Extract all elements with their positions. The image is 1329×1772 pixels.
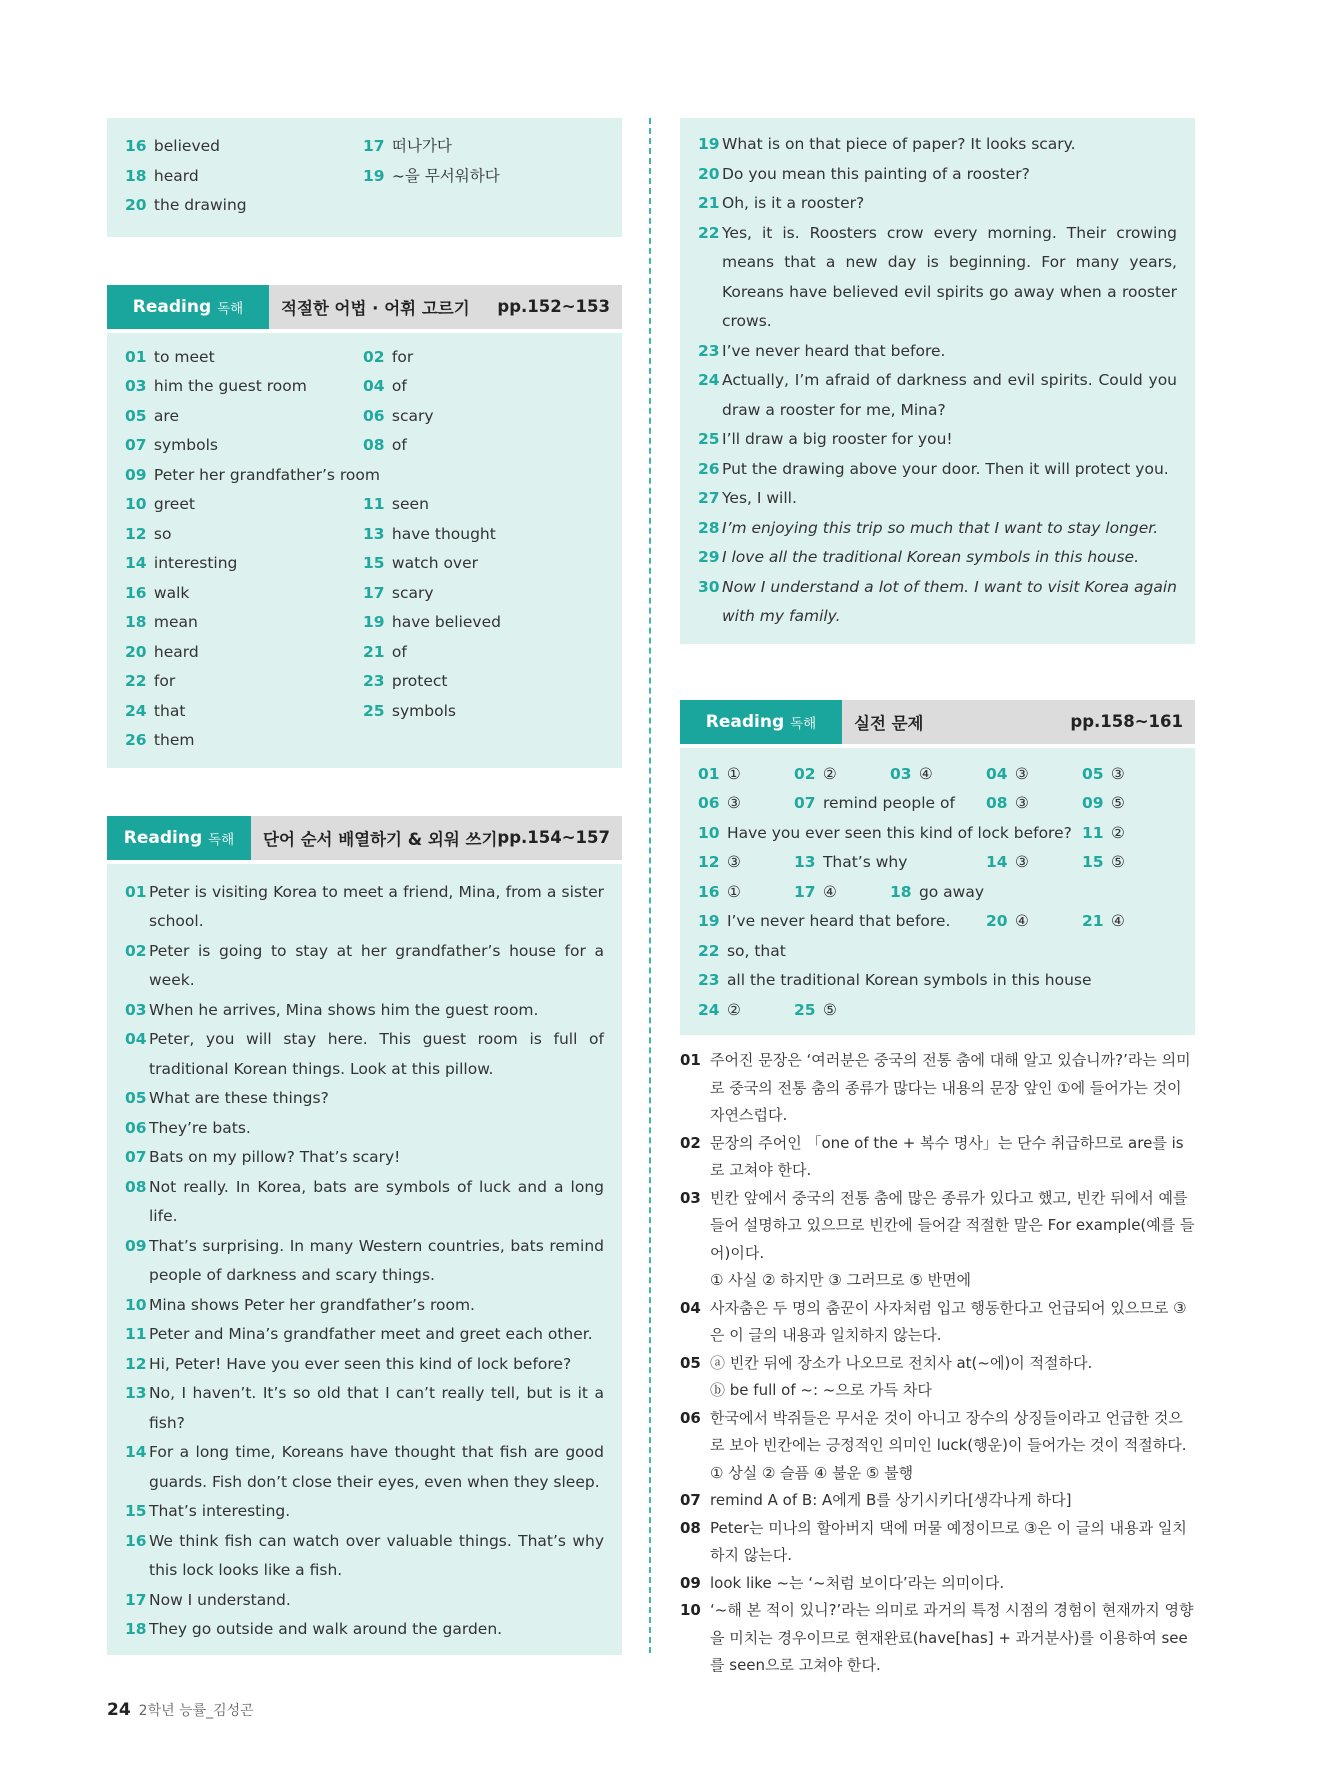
explanation-item [680,1405,1195,1488]
answer-item: 24 ② [698,1000,741,1019]
sentence-item [125,1379,604,1438]
answer-item [125,191,363,221]
item-text: Peter is visiting Korea to meet a friend, Mina, from a sister school. [149,882,604,930]
answer-item [363,162,604,192]
explanation-line: 한국에서 박쥐들은 무서운 것이 아니고 장수의 상징들이라고 언급한 것으로 보아 빈칸에는 긍정적인 의미인 luck(행운)이 들어가는 것이 적절하다. [710,1408,1187,1454]
sentence-list [107,864,622,1655]
item-number: 05 [1082,764,1104,783]
explanation-number: 06 [680,1408,701,1427]
sentence-item [125,1438,604,1497]
answer-item [363,431,604,461]
answer-item [363,402,604,432]
explanation-line: 주어진 문장은 ‘여러분은 중국의 전통 춤에 대해 알고 있습니까?’라는 의미로 중국의 전통 춤의 종류가 많다는 내용의 문장 앞인 ①에 들어가는 것이 자연스럽다. [710,1051,1191,1124]
answer-item [363,132,604,162]
item-number: 26 [698,459,720,478]
item-number: 22 [698,223,720,242]
item-number: 25 [363,701,385,720]
item-number: 08 [125,1177,147,1196]
explanation-number: 01 [680,1051,701,1069]
answer-item [125,431,363,461]
item-number: 17 [363,583,385,602]
section-header [107,285,622,329]
item-number: 21 [363,642,385,661]
sentence-item [698,455,1177,485]
answer-item: 25 ⑤ [794,1000,837,1019]
item-text: so [149,524,172,543]
right-column [680,118,1195,1680]
item-number: 17 [363,137,385,155]
item-text: seen [387,495,429,513]
item-number: 06 [125,1118,147,1137]
item-text: When he arrives, Mina shows him the guest room. [149,1000,539,1019]
item-text: They’re bats. [149,1118,251,1137]
item-number: 10 [125,495,147,513]
item-text: Bats on my pillow? That’s scary! [149,1148,401,1166]
item-text: Put the drawing above your door. Then it will protect you. [722,459,1169,478]
sentence-item [698,573,1177,632]
item-number: 21 [698,194,720,212]
item-text: For a long time, Koreans have thought that fish are good guards. Fish don’t close their eyes, even when they sleep. [149,1443,604,1491]
item-text: What are these things? [149,1089,329,1107]
item-number: 15 [125,1502,147,1520]
answer-item: 21 ④ [1082,912,1125,930]
item-number: 11 [125,1325,147,1343]
answer-item: 12 ③ [698,853,741,871]
item-text: ③ [1010,764,1029,783]
sentence-item [125,878,604,937]
item-text: have believed [387,613,501,631]
explanation-text [710,1295,1195,1350]
answer-box-top [107,118,622,237]
answer-item [125,162,363,192]
explanation-text [710,1130,1195,1185]
item-text: ~을 무서워하다 [387,166,500,185]
answer-item: 11 ② [1082,823,1125,842]
explanation-number: 04 [680,1298,701,1317]
item-number: 26 [125,731,147,749]
item-text: protect [387,672,448,690]
item-text: I’ll draw a big rooster for you! [722,430,953,448]
item-text: ③ [1106,764,1125,783]
item-text: Not really. In Korea, bats are symbols of luck and a long life. [149,1177,604,1225]
section-title: 단어 순서 배열하기 & 외워 쓰기 pp.154~157 [251,816,622,860]
answer-item [363,343,604,373]
item-text: him the guest room [149,377,307,395]
sentence-item [698,425,1177,455]
item-text: 떠나가다 [387,137,452,155]
explanation-item [680,1487,1195,1515]
item-number: 05 [125,406,147,425]
item-number: 28 [698,518,720,537]
explanation-number: 08 [680,1518,701,1537]
item-number: 10 [125,1295,147,1314]
item-text: ④ [914,764,933,783]
item-text: have thought [387,524,496,543]
item-text: Peter is going to stay at her grandfather’s house for a week. [149,941,604,989]
answer-row [698,848,1177,878]
left-column [107,118,622,1655]
answer-item [363,490,604,520]
answer-grid [125,132,604,221]
item-number: 16 [125,583,147,602]
item-number: 22 [125,672,147,690]
item-text: the drawing [149,196,247,214]
item-number: 03 [890,764,912,783]
sentence-item [698,366,1177,425]
item-number: 18 [125,166,147,185]
item-number: 08 [363,436,385,454]
item-number: 05 [125,1089,147,1107]
sentence-item [125,1586,604,1616]
section-tag: Reading 독해 [107,816,251,860]
sentence-item [125,937,604,996]
answer-item [125,549,363,579]
item-number: 11 [363,495,385,513]
item-number: 19 [363,613,385,631]
item-text: That’s surprising. In many Western countries, bats remind people of darkness and scary things. [149,1236,604,1284]
item-number: 18 [125,613,147,631]
item-text: of [387,642,407,661]
item-number: 18 [125,1620,147,1638]
item-text: to meet [149,347,215,366]
item-number: 20 [125,642,147,661]
item-number: 04 [363,377,385,395]
answer-item [363,579,604,609]
explanation-number: 02 [680,1133,701,1152]
item-number: 25 [698,430,720,448]
item-number: 19 [363,166,385,185]
explanation-item [680,1130,1195,1185]
item-text: that [149,701,186,720]
sentence-item [698,484,1177,514]
explanation-line: 문장의 주어인 「one of the + 복수 명사」는 단수 취급하므로 are를 is로 고쳐야 한다. [710,1133,1184,1179]
sentence-item [698,189,1177,219]
explanation-line: ① 사실 ② 하지만 ③ 그러므로 ⑤ 반면에 [710,1271,972,1289]
item-number: 23 [363,672,385,690]
section-tag: Reading 독해 [107,285,269,329]
explanation-line: ‘~해 본 적이 있니?’라는 의미로 과거의 특정 시점의 경험이 현재까지 영향을 미치는 경우이므로 현재완료(have[has] + 과거분사)를 이용하여 see를 seen으로 고쳐야 한다. [710,1601,1194,1674]
sentence-item [698,130,1177,160]
answer-item [363,372,604,402]
sentence-item [125,1114,604,1144]
answer-item: 18 go away [890,882,985,901]
sentence-item [698,337,1177,367]
item-text: watch over [387,554,479,572]
item-text: Yes, I will. [722,489,797,507]
item-text: Now I understand. [149,1590,291,1609]
answer-item [890,760,986,790]
explanation-text [710,1350,1195,1405]
explanation-item [680,1185,1195,1295]
explanation-item [680,1570,1195,1598]
page-footer [107,1700,254,1720]
item-text: walk [149,583,190,602]
explanation-number: 09 [680,1573,701,1592]
item-text: of [387,377,407,395]
item-text: are [149,406,179,425]
sentence-item [125,1615,604,1645]
answer-item: 08 ③ [986,794,1029,812]
item-number: 19 [698,135,720,153]
answer-item: 13 That’s why [794,853,908,871]
item-text: greet [149,495,195,513]
section-title: 실전 문제 pp.158~161 [842,700,1195,744]
item-number: 14 [125,554,147,572]
item-number: 23 [698,341,720,360]
item-text: scary [387,583,434,602]
item-number: 04 [125,1030,147,1048]
answer-item: 14 ③ [986,853,1029,871]
item-number: 15 [363,554,385,572]
answer-item: 20 ④ [986,912,1029,930]
item-text: ② [818,764,837,783]
item-number: 24 [125,701,147,720]
explanation-line: ⓐ 빈칸 뒤에 장소가 나오므로 전치사 at(~에)이 적절하다. [710,1353,1093,1372]
item-text: Actually, I’m afraid of darkness and evil spirits. Could you draw a rooster for me, Mina? [722,371,1177,419]
sentence-item [698,514,1177,544]
item-number: 03 [125,1000,147,1019]
explanation-line: ⓑ be full of ~: ~으로 가득 차다 [710,1381,932,1399]
item-text: Now I understand a lot of them. I want to visit Korea again with my family. [722,577,1177,625]
column-divider [649,118,651,1653]
sentence-item [698,160,1177,190]
item-number: 09 [125,465,147,484]
explanation-number: 05 [680,1353,701,1372]
item-number: 01 [125,882,147,901]
item-text: We think fish can watch over valuable things. That’s why this lock looks like a fish. [149,1531,604,1579]
item-text: No, I haven’t. It’s so old that I can’t really tell, but is it a fish? [149,1384,604,1432]
answer-row [698,996,1177,1026]
item-text: Oh, is it a rooster? [722,194,865,212]
answer-item [698,760,794,790]
item-text: for [387,347,414,366]
answer-item [125,520,363,550]
explanation-line: 사자춤은 두 명의 춤꾼이 사자처럼 입고 행동한다고 언급되어 있으므로 ③은 이 글의 내용과 일치하지 않는다. [710,1298,1187,1344]
item-number: 02 [363,347,385,366]
item-number: 24 [698,371,720,389]
section-header [680,700,1195,744]
explanation-item [680,1295,1195,1350]
answer-item [125,579,363,609]
answer-item [986,760,1082,790]
explanation-item [680,1597,1195,1680]
item-text: What is on that piece of paper? It looks scary. [722,135,1076,153]
section-tag: Reading 독해 [680,700,842,744]
explanation-text [710,1597,1195,1680]
item-text: I’ve never heard that before. [722,341,946,360]
sentence-item [125,1527,604,1586]
answer-row [698,878,1177,908]
item-text: symbols [149,436,218,454]
answer-row [698,760,1177,790]
answer-item: 07 remind people of [794,794,955,812]
answer-item [125,402,363,432]
explanation-number: 10 [680,1601,701,1619]
item-text: of [387,436,407,454]
item-number: 12 [125,1354,147,1373]
explanation-text [710,1515,1195,1570]
answer-item: 23 all the traditional Korean symbols in this house [698,971,1092,989]
sentence-item [125,1291,604,1321]
explanation-list [680,1047,1195,1680]
answer-item [125,667,363,697]
item-text: Do you mean this painting of a rooster? [722,164,1030,183]
answer-item: 06 ③ [698,794,741,812]
explanation-text [710,1570,1195,1598]
explanation-text [710,1185,1195,1295]
item-number: 04 [986,764,1008,783]
sentence-item [125,1350,604,1380]
answer-item [125,461,604,491]
explanation-line: Peter는 미나의 할아버지 댁에 머물 예정이므로 ③은 이 글의 내용과 일치하지 않는다. [710,1518,1187,1564]
item-number: 13 [363,524,385,543]
item-number: 03 [125,377,147,395]
explanation-text [710,1405,1195,1488]
item-number: 16 [125,137,147,155]
answer-item [1082,760,1177,790]
sentence-item [125,1025,604,1084]
explanation-line: remind A of B: A에게 B를 상기시키다[생각나게 하다] [710,1491,1072,1509]
answer-item: 15 ⑤ [1082,853,1125,871]
item-number: 02 [794,764,816,783]
explanation-text [710,1487,1195,1515]
answer-item [125,490,363,520]
item-text: Hi, Peter! Have you ever seen this kind of lock before? [149,1354,572,1373]
answer-item [363,697,604,727]
answer-item [363,549,604,579]
item-number: 09 [125,1236,147,1255]
explanation-item [680,1350,1195,1405]
item-number: 07 [125,1148,147,1166]
answer-item: 22 so, that [698,941,786,960]
item-number: 20 [125,196,147,214]
item-text: That’s interesting. [149,1502,291,1520]
item-number: 12 [125,524,147,543]
item-number: 02 [125,941,147,960]
explanation-number: 07 [680,1491,701,1509]
answer-item [363,667,604,697]
page-number: 24 [107,1700,131,1720]
section-title: 적절한 어법 · 어휘 고르기 pp.152~153 [269,285,622,329]
answer-item [794,760,890,790]
item-text: heard [149,642,199,661]
item-number: 07 [125,436,147,454]
practice-answers [680,748,1195,1036]
answer-item: 10 Have you ever seen this kind of lock before? [698,823,1072,842]
explanation-number: 03 [680,1188,701,1207]
sentence-item [125,1084,604,1114]
answer-item [125,132,363,162]
item-text: them [149,731,195,749]
answer-row [698,819,1177,849]
sentence-item [698,219,1177,337]
item-text: for [149,672,176,690]
answer-item [125,697,363,727]
item-number: 17 [125,1590,147,1609]
item-number: 29 [698,548,720,566]
sentence-item [125,1173,604,1232]
item-number: 06 [363,406,385,425]
item-text: symbols [387,701,456,720]
item-number: 27 [698,489,720,507]
answer-item [125,726,604,756]
sentence-item [698,543,1177,573]
answer-item: 09 ⑤ [1082,794,1125,812]
item-text: Peter and Mina’s grandfather meet and greet each other. [149,1325,593,1343]
explanation-item [680,1047,1195,1130]
explanation-line: look like ~는 ‘~처럼 보이다’라는 의미이다. [710,1573,1005,1592]
sentence-list [680,118,1195,644]
sentence-item [125,1497,604,1527]
answer-grid [125,343,604,756]
section-header [107,816,622,860]
explanation-text [710,1047,1195,1130]
item-text: mean [149,613,198,631]
item-text: Peter her grandfather’s room [149,465,380,484]
item-text: heard [149,166,199,185]
item-text: I’m enjoying this trip so much that I want to stay longer. [722,518,1159,537]
answer-box-grammar [107,333,622,768]
item-text: Mina shows Peter her grandfather’s room. [149,1295,475,1314]
item-text: ① [722,764,741,783]
footer-text: 2학년 능률_김성곤 [138,1703,254,1719]
answer-item [363,191,604,221]
explanation-line: ① 상실 ② 슬픔 ④ 불운 ⑤ 불행 [710,1463,914,1482]
sentence-item [125,1320,604,1350]
item-text: interesting [149,554,238,572]
explanation-line: 빈칸 앞에서 중국의 전통 춤에 많은 종류가 있다고 했고, 빈칸 뒤에서 예를 들어 설명하고 있으므로 빈칸에 들어갈 적절한 말은 For example(예를 들어)이다. [710,1188,1195,1262]
answer-item: 19 I’ve never heard that before. [698,912,951,930]
item-number: 01 [698,764,720,783]
item-text: Yes, it is. Roosters crow every morning. Their crowing means that a new day is beginning. For many years, Koreans have believed evil spirits go away when a rooster crows. [722,223,1177,330]
answer-item [125,343,363,373]
item-text: Peter, you will stay here. This guest room is full of traditional Korean things. Look at this pillow. [149,1030,604,1078]
item-number: 30 [698,577,720,596]
item-text: I love all the traditional Korean symbols in this house. [722,548,1140,566]
explanation-item [680,1515,1195,1570]
item-text: believed [149,137,220,155]
item-text: They go outside and walk around the garden. [149,1620,503,1638]
answer-row [698,789,1177,819]
answer-item: 17 ④ [794,882,837,901]
answer-item [363,520,604,550]
answer-item [363,638,604,668]
answer-item [125,608,363,638]
item-text: scary [387,406,434,425]
answer-item: 16 ① [698,882,741,901]
answer-item [363,608,604,638]
answer-row [698,907,1177,937]
item-number: 20 [698,164,720,183]
item-number: 16 [125,1531,147,1550]
item-number: 13 [125,1384,147,1402]
sentence-item [125,1232,604,1291]
answer-item [125,638,363,668]
item-number: 14 [125,1443,147,1461]
answer-item [125,372,363,402]
item-number: 01 [125,347,147,366]
sentence-item [125,1143,604,1173]
sentence-item [125,996,604,1026]
